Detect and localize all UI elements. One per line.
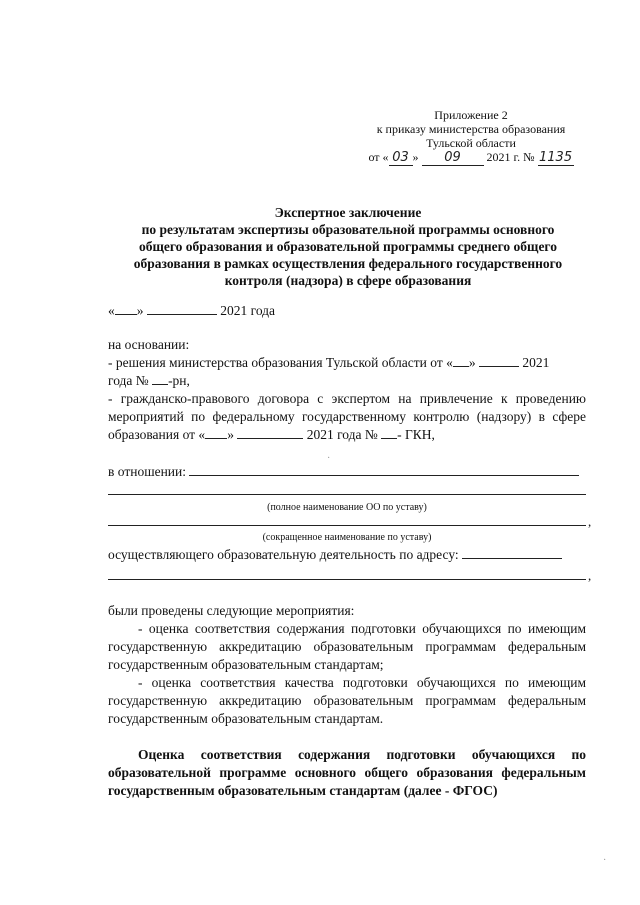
date-close-quote: »	[136, 303, 144, 318]
appendix-month: 09	[422, 151, 484, 166]
basis-item-2	[108, 390, 586, 444]
title-line-5: контроля (надзора) в сфере образования	[224, 273, 472, 288]
basis-item-2-quote: »	[227, 427, 234, 442]
title-line-2: по результатам экспертизы образовательной программы основного	[141, 222, 555, 237]
basis-item-2-month-blank	[237, 438, 303, 439]
title-line-3: общего образования и образовательной программы среднего общего	[139, 239, 557, 254]
basis-item-1-quote: »	[468, 355, 476, 370]
basis-item-2-text: - гражданско-правового договора с экспертом на привлечение к проведению мероприятий по федеральному государственному контролю (надзору) в сфере образования от «	[108, 391, 586, 442]
scan-speck: ·	[603, 855, 607, 866]
appendix-header	[356, 108, 586, 166]
conclusion-date-line	[108, 302, 586, 320]
appendix-year: 2021 г. №	[486, 150, 535, 164]
appendix-region: Тульской области	[426, 136, 516, 150]
org-full-name-caption: (полное наименование ОО по уставу)	[267, 502, 427, 513]
activity-item-1: - оценка соответствия содержания подготовки обучающихся по имеющим государственную аккредитацию образовательным программам федеральным государственным образовательным стандартам;	[108, 621, 586, 672]
basis-item-2-suffix: - ГКН,	[397, 427, 435, 442]
org-short-name-line	[108, 525, 586, 526]
basis-item-1-number-label: года №	[108, 373, 149, 388]
appendix-date-mid: »	[412, 150, 419, 164]
basis-item-1-suffix: -рн,	[168, 373, 190, 388]
appendix-date-prefix: от «	[368, 150, 389, 164]
activity-item-2: - оценка соответствия качества подготовки обучающихся по имеющим государственную аккредитацию образовательным программам федеральным государственным образовательным стандартам.	[108, 675, 586, 726]
date-day-blank	[115, 314, 137, 315]
relation-label-line	[108, 463, 586, 481]
activities-section	[108, 602, 586, 728]
appendix-number: 1135	[539, 150, 573, 165]
basis-item-1-number-blank	[152, 384, 168, 385]
title-line-1: Экспертное заключение	[274, 205, 422, 220]
basis-item-1-day-blank	[453, 366, 469, 367]
address-comma: ,	[588, 568, 592, 583]
document-title	[108, 204, 588, 289]
address-label: осуществляющего образовательную деятельность по адресу:	[108, 547, 459, 562]
scan-speck: ·	[327, 453, 331, 464]
date-year: 2021 года	[220, 303, 276, 318]
basis-section	[108, 336, 586, 444]
relation-blank-1	[189, 475, 579, 476]
basis-item-1-year: 2021	[522, 355, 550, 370]
relation-label: в отношении:	[108, 464, 187, 479]
org-full-name-line	[108, 494, 586, 495]
org-short-name-caption: (сокращенное наименование по уставу)	[262, 532, 432, 543]
basis-item-2-year: 2021 года №	[306, 427, 378, 442]
date-open-quote: «	[108, 303, 115, 318]
basis-item-1	[108, 354, 586, 390]
appendix-order-ref: к приказу министерства образования	[376, 122, 566, 136]
section-heading: Оценка соответствия содержания подготовки обучающихся по образовательной программе основного общего образования федеральным государственным образовательным стандартам (далее - ФГОС)	[108, 747, 586, 798]
date-month-blank	[147, 314, 217, 315]
appendix-date-line	[356, 150, 586, 166]
basis-item-1-text: - решения министерства образования Тульской области от «	[108, 355, 453, 370]
appendix-day: 03	[389, 151, 413, 166]
appendix-title: Приложение 2	[434, 108, 508, 122]
activities-heading: были проведены следующие мероприятия:	[108, 603, 355, 618]
basis-item-2-day-blank	[205, 438, 227, 439]
address-line	[108, 579, 586, 580]
address-label-line	[108, 546, 586, 564]
basis-heading: на основании:	[108, 337, 190, 352]
address-blank-1	[462, 558, 562, 559]
title-line-4: образования в рамках осуществления федерального государственного	[133, 256, 563, 271]
org-short-name-comma: ,	[588, 514, 592, 529]
basis-item-2-number-blank	[381, 438, 397, 439]
basis-item-1-month-blank	[479, 366, 519, 367]
